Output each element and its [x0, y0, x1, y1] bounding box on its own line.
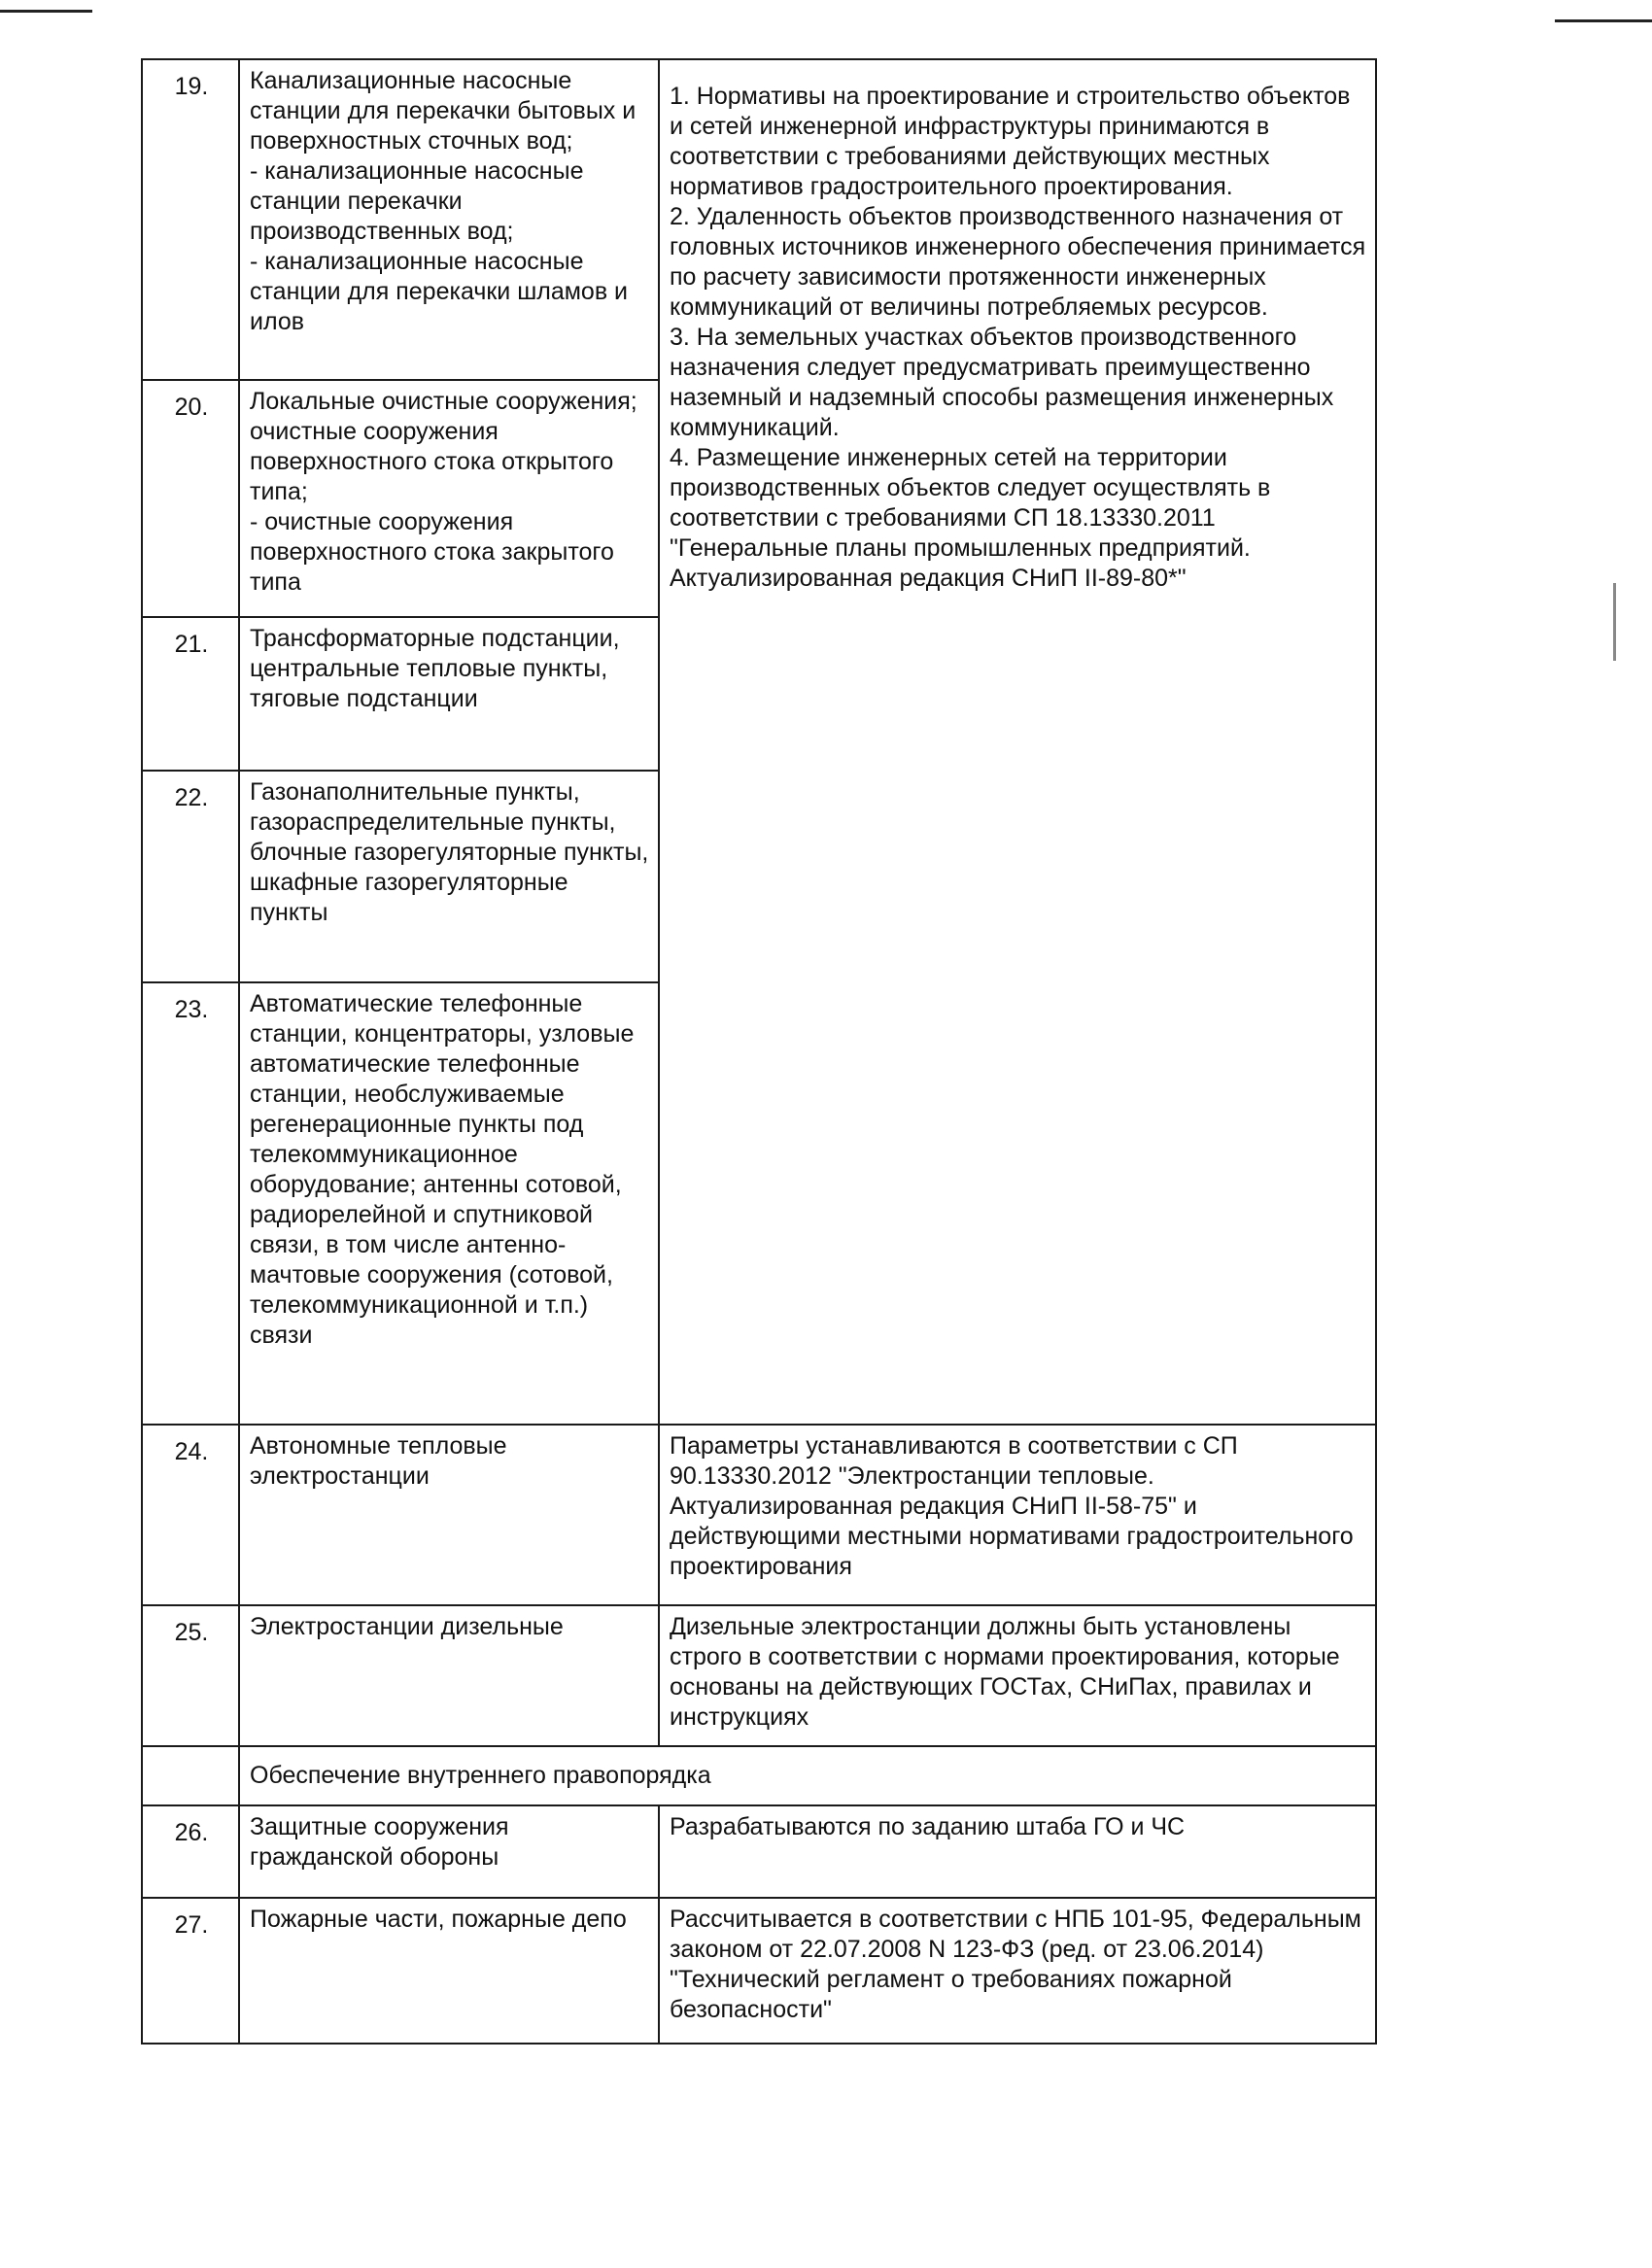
row-number: 25.: [142, 1605, 239, 1746]
row-number: 21.: [142, 617, 239, 771]
row-number: 27.: [142, 1898, 239, 2044]
object-name: Электростанции дизельные: [239, 1605, 659, 1746]
norm-text: Рассчитывается в соответствии с НПБ 101-95, Федеральным законом от 22.07.2008 N 123-ФЗ (ред. от 23.06.2014) "Технический регламент о требованиях пожарной безопасности": [659, 1898, 1376, 2044]
norm-text: Разрабатываются по заданию штаба ГО и ЧС: [659, 1805, 1376, 1898]
table-row: [142, 1898, 1376, 2044]
row-number-empty: [142, 1746, 239, 1805]
object-name: Автономные тепловые электростанции: [239, 1425, 659, 1605]
norms-table: [141, 58, 1377, 2045]
row-number: 20.: [142, 380, 239, 617]
object-name: Автоматические телефонные станции, концентраторы, узловые автоматические телефонные станции, необслуживаемые регенерационные пункты под телекоммуникационное оборудование; антенны сотовой, радиорелейной и спутниковой связи, в том числе антенно-мачтовые сооружения (сотовой, телекоммуникационной и т.п.) связи: [239, 982, 659, 1425]
norm-text: Дизельные электростанции должны быть установлены строго в соответствии с нормами проектирования, которые основаны на действующих ГОСТах, СНиПах, правилах и инструкциях: [659, 1605, 1376, 1746]
section-title: Обеспечение внутреннего правопорядка: [239, 1746, 1376, 1805]
object-name: Трансформаторные подстанции, центральные тепловые пункты, тяговые подстанции: [239, 617, 659, 771]
section-row: [142, 1746, 1376, 1805]
row-number: 26.: [142, 1805, 239, 1898]
object-name: Канализационные насосные станции для перекачки бытовых и поверхностных сточных вод; - канализационные насосные станции перекачки производственных вод; - канализационные насосные станции для перекачки шламов и илов: [239, 59, 659, 380]
scan-artifact-line: [1555, 19, 1652, 22]
table-row: [142, 1605, 1376, 1746]
scan-artifact-line: [0, 10, 92, 13]
table-row: [142, 59, 1376, 380]
row-number: 22.: [142, 771, 239, 982]
norms-table-wrap: [141, 58, 1375, 2045]
object-name: Защитные сооружения гражданской обороны: [239, 1805, 659, 1898]
table-row: [142, 1425, 1376, 1605]
object-name: Локальные очистные сооружения; очистные сооружения поверхностного стока открытого типа; - очистные сооружения поверхностного стока закрытого типа: [239, 380, 659, 617]
norm-text: Параметры устанавливаются в соответствии с СП 90.13330.2012 "Электростанции тепловые. Актуализированная редакция СНиП II-58-75" и действующими местными нормативами градостроительного проектирования: [659, 1425, 1376, 1605]
scan-artifact-line: [1613, 583, 1616, 661]
object-name: Пожарные части, пожарные депо: [239, 1898, 659, 2044]
table-row: [142, 1805, 1376, 1898]
object-name: Газонаполнительные пункты, газораспределительные пункты, блочные газорегуляторные пункты, шкафные газорегуляторные пункты: [239, 771, 659, 982]
shared-norm-text: 1. Нормативы на проектирование и строительство объектов и сетей инженерной инфраструктуры принимаются в соответствии с требованиями действующих местных нормативов градостроительного проектирования. 2. Удаленность объектов производственного назначения от головных источников инженерного обеспечения принимается по расчету зависимости протяженности инженерных коммуникаций от величины потребляемых ресурсов. 3. На земельных участках объектов производственного назначения следует предусматривать преимущественно наземный и надземный способы размещения инженерных коммуникаций. 4. Размещение инженерных сетей на территории производственных объектов следует осуществлять в соответствии с требованиями СП 18.13330.2011 "Генеральные планы промышленных предприятий. Актуализированная редакция СНиП II-89-80*": [659, 59, 1376, 1425]
row-number: 24.: [142, 1425, 239, 1605]
row-number: 19.: [142, 59, 239, 380]
row-number: 23.: [142, 982, 239, 1425]
